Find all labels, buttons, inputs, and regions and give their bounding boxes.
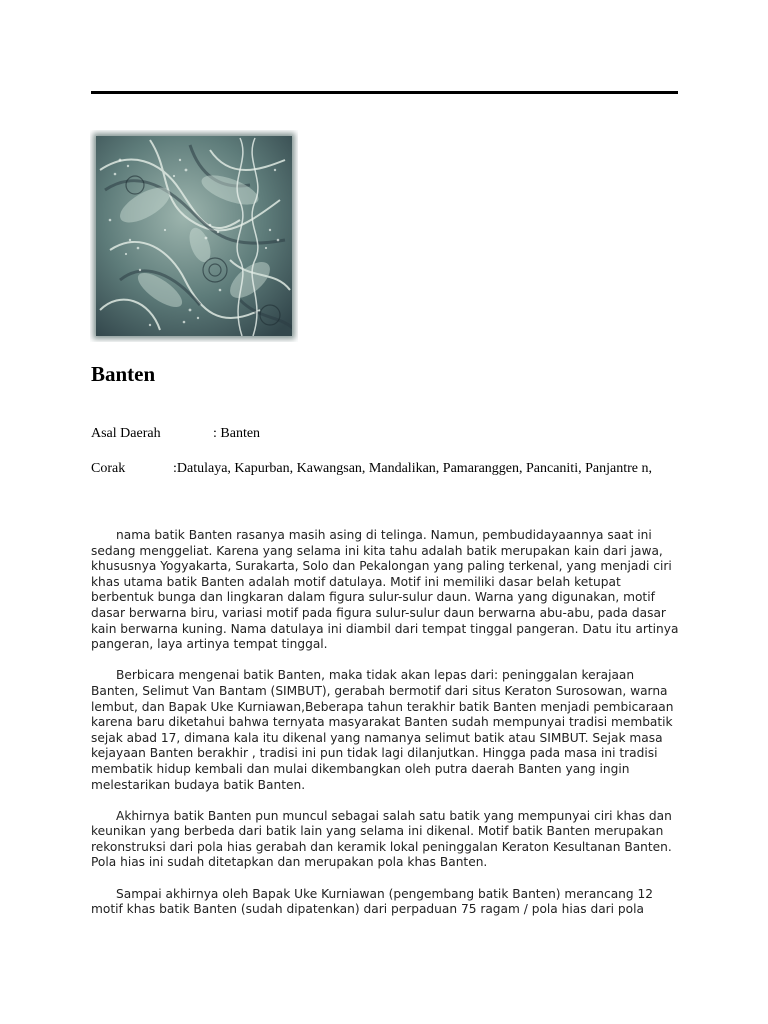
header-rule: [91, 91, 678, 94]
corak-row: [91, 460, 676, 477]
batik-banten-photo: [90, 130, 298, 342]
paragraph: Sampai akhirnya oleh Bapak Uke Kurniawan (pengembang batik Banten) merancang 12 motif khas batik Banten (sudah dipatenkan) dari perpaduan 75 ragam / pola hias dari pola: [91, 886, 654, 917]
document-title: Banten: [91, 362, 156, 386]
corak-label: Corak: [91, 461, 126, 476]
paragraph: nama batik Banten rasanya masih asing di telinga. Namun, pembudidayaannya saat ini sedang menggeliat. Karena yang selama ini kita tahu adalah batik merupakan kain dari jawa, khususnya Yogyakarta, Surakarta, Solo dan Pekalongan yang paling terkenal, yang menjadi ciri khas utama batik Banten adalah motif datulaya. Motif ini memiliki dasar belah ketupat berbentuk bunga dan lingkaran dalam figura sulur-sulur daun. Warna yang digunakan, motif dasar berwarna biru, variasi motif pada figura sulur-sulur daun berwarna abu-abu, pada dasar kain berwarna kuning. Nama datulaya ini diambil dari tempat tinggal pangeran. Datu itu artinya pangeran, laya artinya tempat tinggal.: [91, 528, 679, 652]
asal-daerah-value: : Banten: [213, 426, 261, 441]
paragraph: Berbicara mengenai batik Banten, maka tidak akan lepas dari: peninggalan kerajaan Banten, Selimut Van Bantam (SIMBUT), gerabah bermotif dari situs Keraton Surosowan, warna lembut, dan Bapak Uke Kurniawan,Beberapa tahun terakhir batik Banten menjadi pembicaraan karena baru diketahui bahwa ternyata masyarakat Banten sudah mempunyai tradisi membatik sejak abad 17, dimana kala itu dikenal yang namanya selimut batik atau SIMBUT. Sejak masa kejayaan Banten berakhir , tradisi ini pun tidak lagi dilanjutkan. Hingga pada masa ini tradisi membatik hidup kembali dan mulai dikembangkan oleh putra daerah Banten yang ingin melestarikan budaya batik Banten.: [91, 668, 674, 792]
article-body: [91, 528, 681, 933]
corak-value: :Datulaya, Kapurban, Kawangsan, Mandalikan, Pamaranggen, Pancaniti, Panjantre n,: [173, 461, 652, 476]
asal-daerah-label: Asal Daerah: [91, 426, 161, 441]
asal-daerah-row: [91, 425, 261, 442]
paragraph: Akhirnya batik Banten pun muncul sebagai salah satu batik yang mempunyai ciri khas dan keunikan yang berbeda dari batik lain yang selama ini dikenal. Motif batik Banten merupakan rekonstruksi dari pola hias gerabah dan keramik lokal peninggalan Keraton Kesultanan Banten. Pola hias ini sudah ditetapkan dan merupakan pola khas Banten.: [91, 808, 672, 870]
